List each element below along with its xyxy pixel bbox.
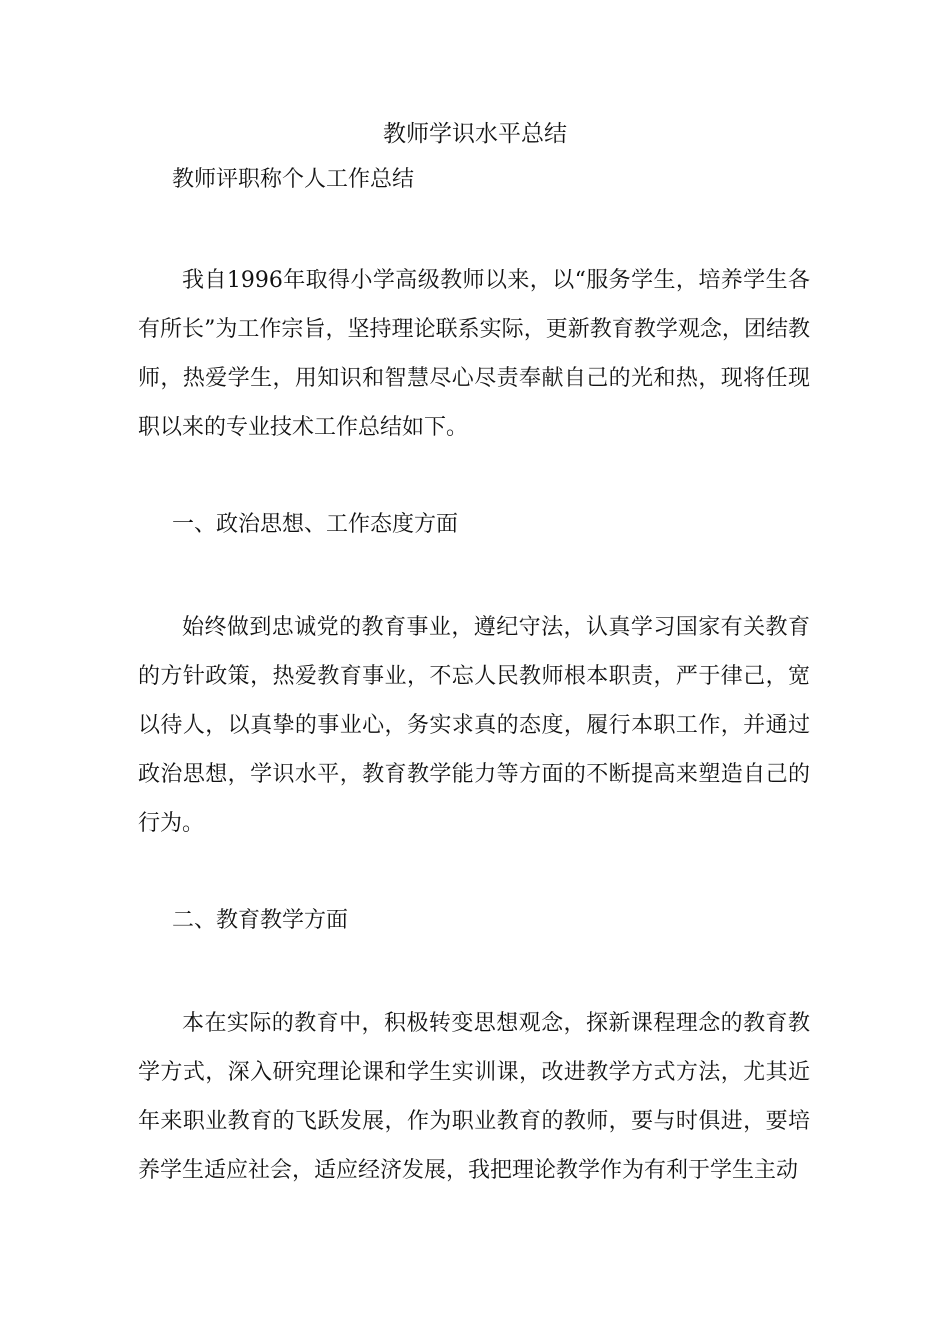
- document-title: 教师学识水平总结: [383, 121, 567, 147]
- document-subtitle: 教师评职称个人工作总结: [172, 167, 415, 192]
- section-heading-teaching: 二、教育教学方面: [172, 908, 349, 933]
- section-heading-politics: 一、政治思想、工作态度方面: [172, 512, 459, 537]
- teaching-paragraph: 本在实际的教育中，积极转变思想观念，探新课程理念的教育教学方式，深入研究理论课和学生实训课，改进教学方式方法，尤其近年来职业教育的飞跃发展，作为职业教育的教师，要与时俱进，要培养学生适应社会，适应经济发展，我把理论教学作为有利于学生主动: [138, 1011, 810, 1183]
- intro-paragraph: 我自1996年取得小学高级教师以来，以“服务学生，培养学生各有所长”为工作宗旨，坚持理论联系实际，更新教育教学观念，团结教师，热爱学生，用知识和智慧尽心尽责奉献自己的光和热，现将任现职以来的专业技术工作总结如下。: [138, 268, 810, 440]
- politics-paragraph: 始终做到忠诚党的教育事业，遵纪守法，认真学习国家有关教育的方针政策，热爱教育事业，不忘人民教师根本职责，严于律己，宽以待人，以真挚的事业心，务实求真的态度，履行本职工作，并通过政治思想，学识水平，教育教学能力等方面的不断提高来塑造自己的行为。: [138, 615, 810, 836]
